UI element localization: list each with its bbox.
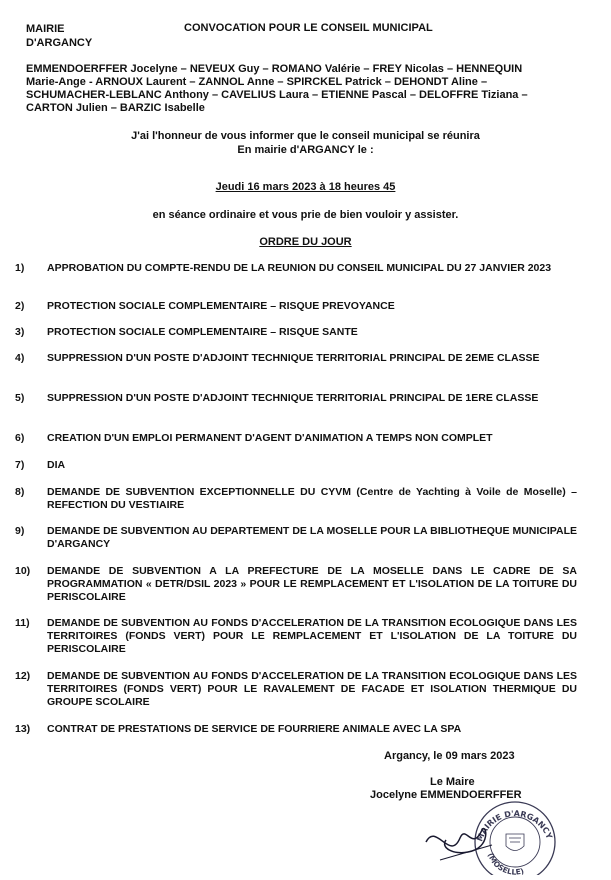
agenda-item-number: 9) [15, 525, 25, 537]
agenda-item-number: 13) [15, 723, 31, 735]
attendee-list [26, 63, 606, 115]
intro-line-1: J'ai l'honneur de vous informer que le conseil municipal se réunira [131, 130, 480, 142]
agenda-item-12 [15, 670, 577, 709]
agenda-item-text: DEMANDE DE SUBVENTION AU DEPARTEMENT DE LA MOSELLE POUR LA BIBLIOTHEQUE MUNICIPALE D'ARGANCY [47, 525, 577, 550]
attendee-line: Marie-Ange - ARNOUX Laurent – ZANNOL Anne – SPIRCKEL Patrick – DEHONDT Aline – [26, 76, 488, 88]
signature-name: Jocelyne EMMENDOERFFER [370, 789, 522, 801]
agenda-item-number: 3) [15, 326, 25, 338]
agenda-item-7 [15, 459, 577, 472]
mairie-line-1: MAIRIE [26, 23, 65, 35]
agenda-item-text: APPROBATION DU COMPTE-RENDU DE LA REUNION DU CONSEIL MUNICIPAL DU 27 JANVIER 2023 [47, 262, 552, 274]
place-date: Argancy, le 09 mars 2023 [384, 750, 515, 762]
agenda-item-8 [15, 486, 577, 512]
mairie-line-2: D'ARGANCY [26, 37, 93, 49]
stamp-emblem-icon [506, 834, 524, 851]
agenda-item-text: CREATION D'UN EMPLOI PERMANENT D'AGENT D'ANIMATION A TEMPS NON COMPLET [47, 432, 493, 444]
agenda-item-9 [15, 525, 577, 551]
agenda-item-number: 10) [15, 565, 31, 577]
agenda-item-number: 12) [15, 670, 31, 682]
agenda-item-number: 2) [15, 300, 25, 312]
agenda-item-text: CONTRAT DE PRESTATIONS DE SERVICE DE FOURRIERE ANIMALE AVEC LA SPA [47, 723, 462, 735]
agenda-item-4 [15, 352, 577, 365]
agenda-item-number: 7) [15, 459, 25, 471]
agenda-item-number: 6) [15, 432, 25, 444]
mairie-header [26, 22, 92, 50]
agenda-item-3 [15, 326, 577, 339]
stamp-bottom-text: (MOSELLE) [486, 851, 526, 875]
seance-text: en séance ordinaire et vous prie de bien vouloir y assister. [152, 209, 459, 221]
stamp-top-text: MAIRIE D'ARGANCY [475, 809, 554, 843]
agenda-item-text: DEMANDE DE SUBVENTION AU FONDS D'ACCELERATION DE LA TRANSITION ECOLOGIQUE DANS LES TERRITOIRES (FONDS VERT) POUR LE REMPLACEMENT ET L'ISOLATION DE LA TOITURE DU PERISCOLAIRE [47, 617, 577, 655]
agenda-item-11 [15, 617, 577, 656]
agenda-title [0, 236, 611, 248]
signature-underline [440, 845, 492, 860]
official-stamp [420, 800, 560, 875]
agenda-item-5 [15, 392, 577, 405]
agenda-item-6 [15, 432, 577, 445]
document-title: CONVOCATION POUR LE CONSEIL MUNICIPAL [184, 22, 433, 34]
agenda-item-number: 4) [15, 352, 25, 364]
agenda-item-text: SUPPRESSION D'UN POSTE D'ADJOINT TECHNIQUE TERRITORIAL PRINCIPAL DE 1ERE CLASSE [47, 392, 539, 404]
agenda-item-text: DEMANDE DE SUBVENTION EXCEPTIONNELLE DU CYVM (Centre de Yachting à Voile de Moselle) – REFECTION DU VESTIAIRE [47, 486, 577, 511]
agenda-item-text: DEMANDE DE SUBVENTION A LA PREFECTURE DE LA MOSELLE DANS LE CADRE DE SA PROGRAMMATION « DETR/DSIL 2023 » POUR LE REMPLACEMENT ET L'ISOLATION DE LA TOITURE DU PERISCOLAIRE [47, 565, 577, 603]
agenda-item-number: 8) [15, 486, 25, 498]
agenda-item-number: 5) [15, 392, 25, 404]
agenda-item-text: SUPPRESSION D'UN POSTE D'ADJOINT TECHNIQUE TERRITORIAL PRINCIPAL DE 2EME CLASSE [47, 352, 540, 364]
signature-title: Le Maire [430, 776, 475, 788]
agenda-item-13 [15, 723, 577, 736]
meeting-date [0, 181, 611, 193]
agenda-item-1 [15, 262, 577, 275]
attendee-line: SCHUMACHER-LEBLANC Anthony – CAVELIUS Laura – ETIENNE Pascal – DELOFFRE Tiziana – [26, 89, 528, 101]
attendee-line: EMMENDOERFFER Jocelyne – NEVEUX Guy – ROMANO Valérie – FREY Nicolas – HENNEQUIN [26, 63, 523, 75]
stamp-graphic [420, 800, 560, 875]
intro-line-2: En mairie d'ARGANCY le : [237, 144, 374, 156]
agenda-item-text: DEMANDE DE SUBVENTION AU FONDS D'ACCELERATION DE LA TRANSITION ECOLOGIQUE DANS LES TERRITOIRES (FONDS VERT) POUR LE RAVALEMENT DE FACADE ET ISOLATION THERMIQUE DU GROUPE SCOLAIRE [47, 670, 577, 708]
meeting-date-text: Jeudi 16 mars 2023 à 18 heures 45 [215, 181, 396, 193]
agenda-item-text: PROTECTION SOCIALE COMPLEMENTAIRE – RISQUE SANTE [47, 326, 358, 338]
agenda-item-number: 11) [15, 617, 30, 629]
agenda-item-number: 1) [15, 262, 25, 274]
agenda-title-text: ORDRE DU JOUR [259, 236, 352, 248]
intro-text [0, 129, 611, 157]
agenda-item-text: PROTECTION SOCIALE COMPLEMENTAIRE – RISQUE PREVOYANCE [47, 300, 395, 312]
agenda-item-10 [15, 565, 577, 604]
agenda-item-text: DIA [47, 459, 66, 471]
agenda-item-2 [15, 300, 577, 313]
attendee-line: CARTON Julien – BARZIC Isabelle [26, 102, 205, 114]
